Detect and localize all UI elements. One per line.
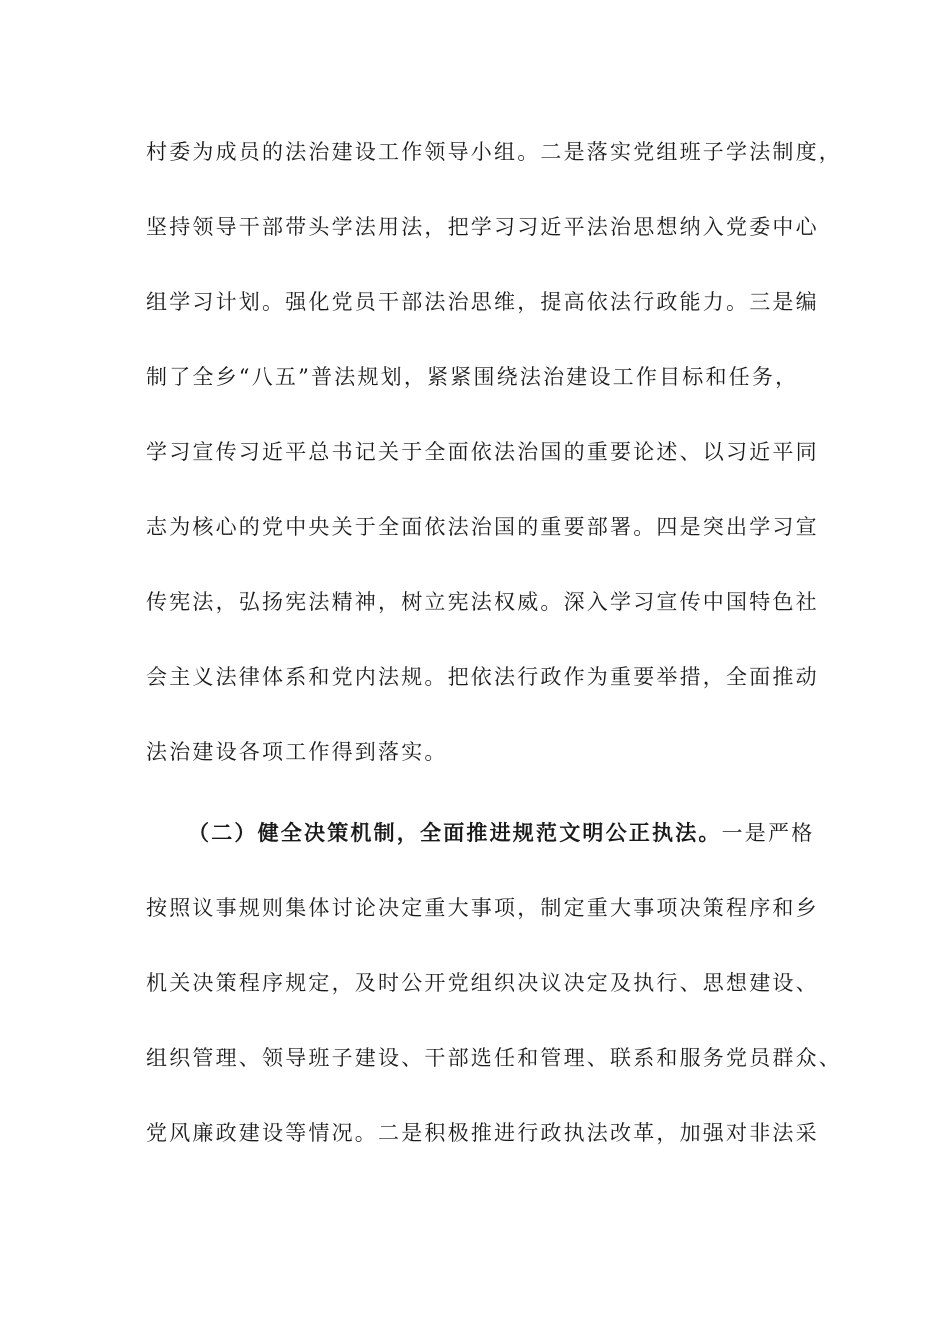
text-line: 机关决策程序规定，及时公开党组织决议决定及执行、思想建设、 bbox=[146, 971, 819, 995]
text-line: 传宪法，弘扬宪法精神，树立宪法权威。深入学习宣传中国特色社 bbox=[146, 590, 819, 614]
text-line: 按照议事规则集体讨论决定重大事项，制定重大事项决策程序和乡 bbox=[146, 896, 819, 920]
text-line: 党风廉政建设等情况。二是积极推进行政执法改革，加强对非法采 bbox=[146, 1121, 819, 1145]
text-line: 组学习计划。强化党员干部法治思维，提高依法行政能力。三是编 bbox=[146, 290, 819, 314]
text-line: 坚持领导干部带头学法用法，把学习习近平法治思想纳入党委中心 bbox=[146, 215, 819, 239]
section-heading-line bbox=[188, 818, 814, 848]
text-line: 会主义法律体系和党内法规。把依法行政作为重要举措，全面推动 bbox=[146, 665, 819, 689]
text-line: 学习宣传习近平总书记关于全面依法治国的重要论述、以习近平同 bbox=[146, 440, 819, 464]
text-line: 村委为成员的法治建设工作领导小组。二是落实党组班子学法制度， bbox=[146, 140, 842, 164]
text-segment: 一是严格 bbox=[721, 821, 815, 845]
text-line: 组织管理、领导班子建设、干部选任和管理、联系和服务党员群众、 bbox=[146, 1046, 842, 1070]
text-line: 志为核心的党中央关于全面依法治国的重要部署。四是突出学习宣 bbox=[146, 515, 819, 539]
text-line: 制了全乡“八五”普法规划，紧紧围绕法治建设工作目标和任务， bbox=[146, 365, 799, 389]
section-heading: （二）健全决策机制，全面推进规范文明公正执法。 bbox=[188, 820, 722, 845]
text-line: 法治建设各项工作得到落实。 bbox=[146, 740, 448, 764]
